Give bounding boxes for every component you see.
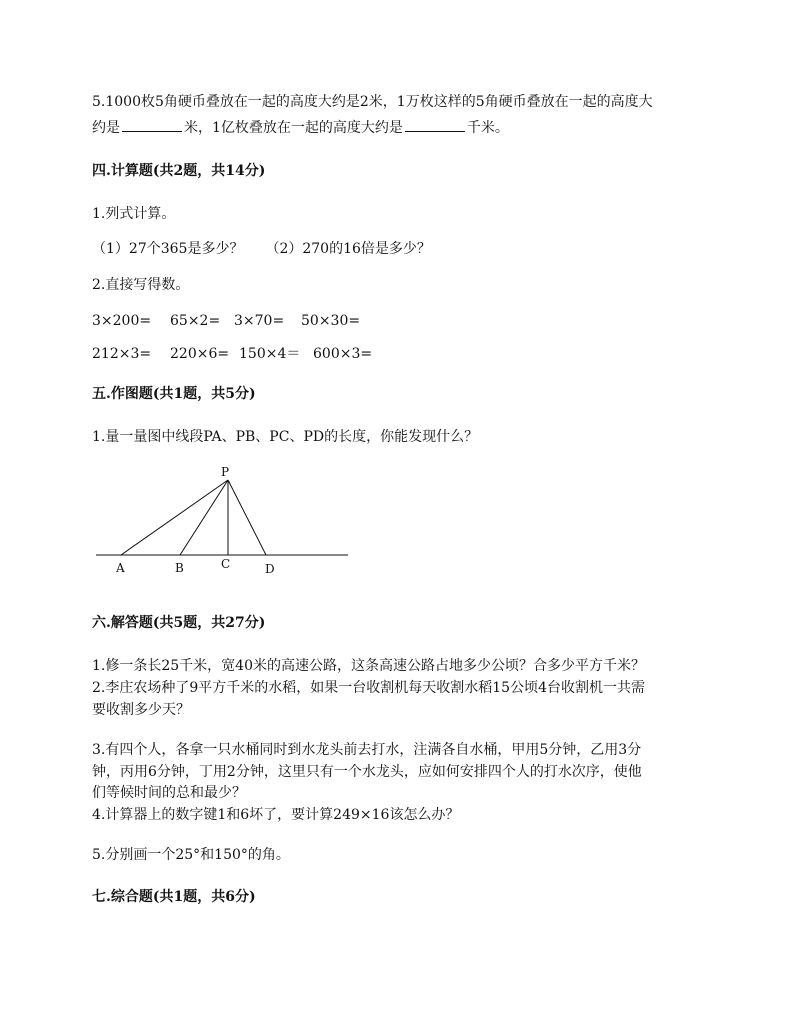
sec6-question-2-line-2: 要收割多少天？ (92, 702, 190, 718)
sec4-question-2: 2.直接写得数。 (92, 277, 190, 293)
answer-blank-2 (405, 118, 465, 132)
sec4-q1-part-a: （1）27个365是多少？ (92, 241, 244, 257)
calc-item: 65×2= (170, 313, 221, 329)
sec6-question-4: 4.计算器上的数字键1和6坏了，要计算249×16该怎么办？ (92, 807, 460, 823)
answer-blank-1 (122, 118, 182, 132)
calc-item: 220×6= (170, 346, 230, 362)
point-a-label: A (116, 561, 125, 575)
segment-pd (228, 480, 266, 555)
sec4-q1-part-b: （2）270的16倍是多少？ (265, 241, 431, 257)
sec4-question-1-parts (92, 240, 431, 258)
calc-item: 3×200= (92, 313, 152, 329)
sec4-question-1: 1.列式计算。 (92, 206, 176, 222)
question-5-line-1: 5.1000枚5角硬币叠放在一起的高度大约是2米，1万枚这样的5角硬币叠放在一起的高度大 (92, 94, 653, 110)
section-5-title: 五.作图题(共1题，共5分) (92, 386, 256, 402)
section-7-title: 七.综合题(共1题，共6分) (92, 889, 256, 905)
point-d-label: D (265, 562, 275, 576)
calc-item: 3×70= (234, 313, 285, 329)
sec6-question-3-line-1: 3.有四个人，各拿一只水桶同时到水龙头前去打水，注满各自水桶，甲用5分钟，乙用3分 (92, 742, 642, 758)
line-segments-figure (92, 462, 352, 578)
point-c-label: C (221, 557, 231, 571)
point-p-label: P (221, 465, 230, 479)
point-b-label: B (175, 561, 184, 575)
sec6-question-3-line-2: 钟，丙用6分钟，丁用2分钟，这里只有一个水龙头，应如何安排四个人的打水次序，使他 (92, 764, 642, 780)
question-5-text-a: 约是 (92, 120, 120, 136)
calc-item: 600×3= (313, 346, 373, 362)
sec6-question-5: 5.分别画一个25°和150°的角。 (92, 847, 290, 863)
question-5-text-b: 米，1亿枚叠放在一起的高度大约是 (184, 120, 403, 136)
segment-pb (180, 480, 228, 555)
sec5-question-1: 1.量一量图中线段PA、PB、PC、PD的长度，你能发现什么？ (92, 429, 479, 445)
calc-item: 150×4＝ (239, 346, 301, 362)
calc-item: 212×3= (92, 346, 152, 362)
segment-pa (121, 480, 228, 555)
section-4-title: 四.计算题(共2题，共14分) (92, 163, 266, 179)
section-6-title: 六.解答题(共5题，共27分) (92, 615, 266, 631)
sec6-question-2-line-1: 2.李庄农场种了9平方千米的水稻，如果一台收割机每天收割水稻15公顷4台收割机一共需 (92, 680, 645, 696)
calc-item: 50×30= (301, 313, 361, 329)
sec6-question-1: 1.修一条长25千米，宽40米的高速公路，这条高速公路占地多少公顷？合多少平方千米？ (92, 658, 645, 674)
question-5-line-2 (92, 118, 509, 137)
question-5-text-c: 千米。 (466, 120, 509, 136)
sec6-question-3-line-3: 们等候时间的总和最少？ (92, 785, 246, 801)
